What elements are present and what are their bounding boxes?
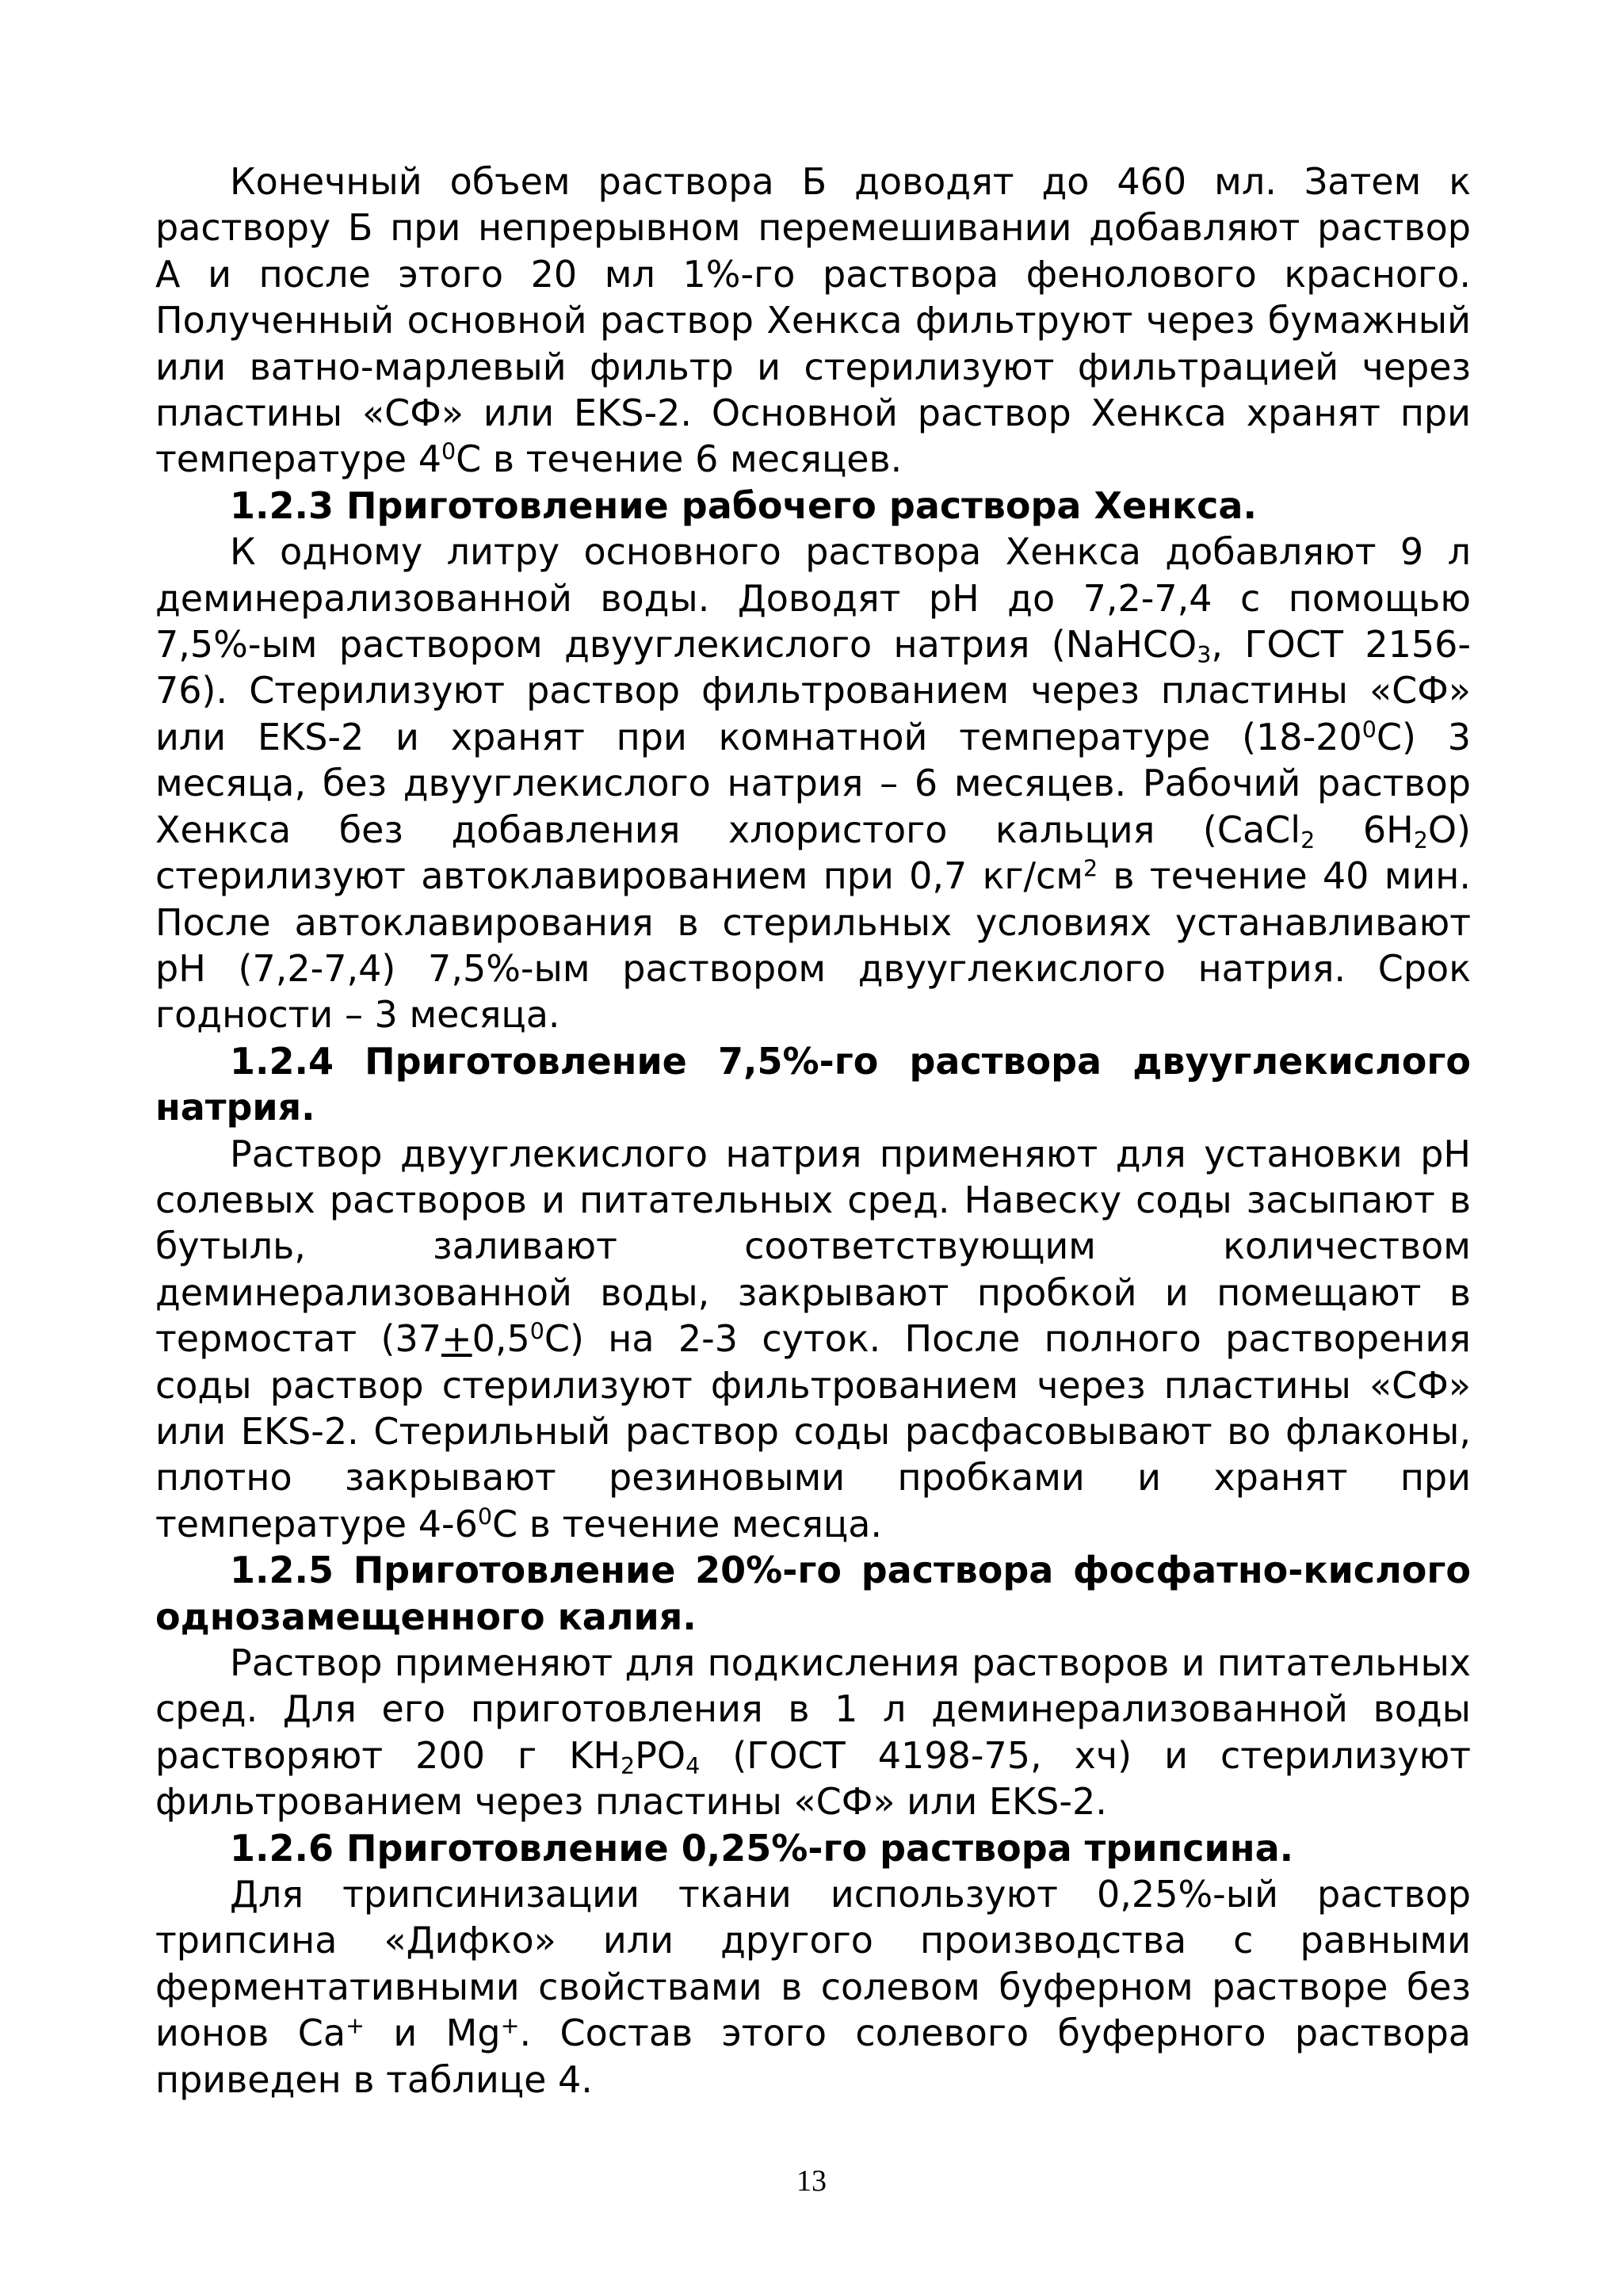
paragraph-potassium-phosphate (155, 1640, 1471, 1825)
superscript: 0 (477, 1503, 492, 1530)
text-run: Для трипсинизации ткани используют 0,25%-ый раствор трипсина «Дифко» или другого производства с равными ферментативными свойствами в солевом буферном растворе без ионов Ca (155, 1873, 1471, 2055)
subscript: 3 (1197, 642, 1212, 669)
heading-1-2-3 (155, 483, 1471, 529)
text-run: (ГОСТ 4198-75, хч) и стерилизуют фильтрованием через пластины «СФ» или EKS-2. (155, 1733, 1471, 1824)
text-run: 1.2.4 Приготовление 7,5%-го раствора двууглекислого натрия. (155, 1039, 1471, 1129)
heading-1-2-6 (155, 1825, 1471, 1871)
paragraph-sodium-bicarbonate (155, 1131, 1471, 1548)
page-number: 13 (796, 2164, 827, 2198)
superscript: 2 (1083, 855, 1098, 882)
superscript: + (346, 2012, 365, 2039)
subscript: 2 (1300, 827, 1316, 854)
superscript: 0 (529, 1318, 544, 1345)
text-run: К одному литру основного раствора Хенкса добавляют 9 л деминерализованной воды. Доводят рН до 7,2-7,4 с помощью 7,5%-ым раствором двууглекислого натрия (NaHCO (155, 530, 1471, 667)
text-run: . Состав этого солевого буферного раствора приведен в таблице 4. (155, 2011, 1471, 2101)
paragraph-hanks-stock-final (155, 159, 1471, 483)
plus-minus-sign: + (441, 1317, 472, 1361)
superscript: 0 (441, 438, 456, 465)
subscript: 4 (685, 1752, 701, 1779)
text-run: 1.2.3 Приготовление рабочего раствора Хенкса. (230, 483, 1257, 527)
subscript: 2 (1413, 827, 1428, 854)
text-run: 0,5 (472, 1317, 530, 1361)
text-run: 1.2.6 Приготовление 0,25%-го раствора трипсина. (230, 1826, 1294, 1870)
heading-1-2-4 (155, 1038, 1471, 1131)
text-run: O) стерилизуют автоклавированием при 0,7 кг/см (155, 808, 1471, 898)
text-run: С в течение 6 месяцев. (456, 437, 903, 481)
document-body (155, 159, 1471, 2103)
text-run: PO (635, 1733, 686, 1777)
text-run: Раствор применяют для подкисления растворов и питательных сред. Для его приготовления в 1 л деминерализованной воды растворяют 200 г KH (155, 1641, 1471, 1777)
text-run: и Mg (364, 2011, 501, 2055)
superscript: 0 (1361, 716, 1377, 743)
paragraph-trypsin (155, 1871, 1471, 2103)
text-run: 6H (1315, 808, 1414, 851)
text-run: С) на 2-3 суток. После полного растворения соды раствор стерилизуют фильтрованием через пластины «СФ» или EKS-2. Стерильный раствор соды расфасовывают во флаконы, плотно закрывают резиновыми пробками и хранят при температуре 4-6 (155, 1317, 1471, 1545)
text-run: С в течение месяца. (492, 1502, 883, 1545)
text-run: 1.2.5 Приготовление 20%-го раствора фосфатно-кислого однозамещенного калия. (155, 1549, 1471, 1638)
superscript: + (500, 2012, 520, 2039)
subscript: 2 (621, 1752, 636, 1779)
text-run: , ГОСТ 2156-76). Стерилизуют раствор фильтрованием через пластины «СФ» или EKS-2 и хранят при комнатной температуре (18-20 (155, 623, 1471, 758)
text-run: Конечный объем раствора Б доводят до 460 мл. Затем к раствору Б при непрерывном перемешивании добавляют раствор А и после этого 20 мл 1%-го раствора фенолового красного. Полученный основной раствор Хенкса фильтруют через бумажный или ватно-марлевый фильтр и стерилизуют фильтрацией через пластины «СФ» или EKS-2. Основной раствор Хенкса хранят при температуре 4 (155, 160, 1471, 481)
text-run: С) 3 месяца, без двууглекислого натрия – 6 месяцев. Рабочий раствор Хенкса без добавления хлористого кальция (CaCl (155, 715, 1471, 851)
text-run: Раствор двууглекислого натрия применяют для установки рН солевых растворов и питательных сред. Навеску соды засыпают в бутыль, заливают соответствующим количеством деминерализованной воды, закрывают пробкой и помещают в термостат (37 (155, 1132, 1471, 1361)
text-run: в течение 40 мин. После автоклавирования в стерильных условиях устанавливают рН (7,2-7,4) 7,5%-ым раствором двууглекислого натрия. Срок годности – 3 месяца. (155, 854, 1471, 1037)
heading-1-2-5 (155, 1547, 1471, 1640)
paragraph-hanks-working (155, 529, 1471, 1037)
